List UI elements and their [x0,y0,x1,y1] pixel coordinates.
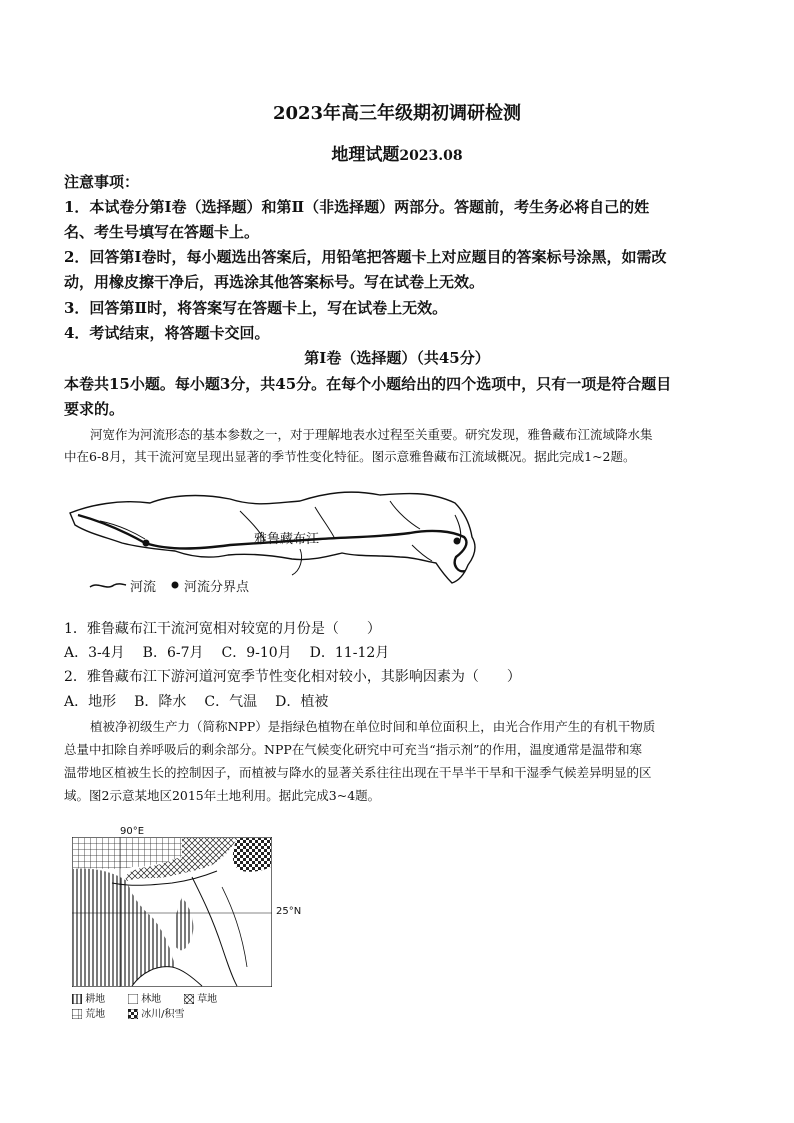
option-a: A．地形 [64,694,117,710]
passage2-line-3: 温带地区植被生长的控制因子，而植被与降水的显著关系往往出现在干旱半干旱和干湿季气候差异明显的区 [64,765,652,780]
exam-title: 2023年高三年级期初调研检测 [272,103,522,124]
note-line-4: 动，用橡皮擦干净后，再选涂其他答案标号。写在试卷上无效。 [64,273,485,291]
legend-farmland: 耕地 [85,994,106,1005]
land-use-map [72,837,272,987]
option-d: D．植被 [275,694,329,710]
note-line-3: 2．回答第Ⅰ卷时，每小题选出答案后，用铅笔把答题卡上对应题目的答案标号涂黑，如需改 [64,248,667,266]
tributary [390,501,420,529]
tributary [292,549,302,575]
subject-label: 地理试题 [331,145,400,165]
legend-forest: 林地 [141,994,162,1005]
notes-heading: 注意事项： [64,173,140,191]
passage2-line-1: 植被净初级生产力（简称NPP）是指绿色植物在单位时间和单位面积上，由光合作用产生的有机干物质 [90,719,656,734]
river-division-point [454,538,461,545]
glacier-area [233,838,271,872]
note-line-6: 4．考试结束，将答题卡交回。 [64,324,270,342]
question-1-stem: 1．雅鲁藏布江干流河宽相对较宽的月份是（ ） [64,621,381,637]
tributary [455,515,461,541]
question-2-stem: 2．雅鲁藏布江下游河道河宽季节性变化相对较小，其影响因素为（ ） [64,669,521,685]
question-2-options [64,691,346,713]
legend-river-label: 河流 [130,580,157,595]
exam-subject [0,140,794,165]
passage2-line-2: 总量中扣除自养呼吸后的剩余部分。NPP在气候变化研究中可充当“指示剂”的作用，温度通常是温带和寒 [64,742,643,757]
passage1-line-2: 中在6-8月，其干流河宽呈现出显著的季节性变化特征。图示意雅鲁藏布江流域概况。据此完成1~2题。 [64,449,636,464]
option-b: B．降水 [134,694,187,710]
passage1-line-1: 河宽作为河流形态的基本参数之一，对于理解地表水过程至关重要。研究发现，雅鲁藏布江流域降水集 [90,427,653,442]
legend-barren: 荒地 [85,1009,106,1020]
barren-swatch [72,1009,82,1019]
option-d: D．11-12月 [309,645,390,661]
river-name-label: 雅鲁藏布江 [254,532,320,547]
longitude-label: 90°E [120,826,145,837]
passage2-line-4: 域。图2示意某地区2015年土地利用。据此完成3~4题。 [64,788,381,803]
option-b: B．6-7月 [142,645,204,661]
note-line-2: 名、考生号填写在答题卡上。 [64,223,260,241]
farmland-swatch [72,994,82,1004]
note-line-5: 3．回答第Ⅱ时，将答案写在答题卡上，写在试卷上无效。 [64,299,448,317]
river-legend-icon [88,575,128,595]
option-c: C．气温 [204,694,258,710]
section-instr-2: 要求的。 [64,400,125,418]
section-instr-1: 本卷共15小题。每小题3分，共45分。在每个小题给出的四个选项中，只有一项是符合题目 [64,375,672,393]
legend-point-label: 河流分界点 [184,580,250,595]
section-heading: 第Ⅰ卷（选择题）（共45分） [304,349,490,367]
glacier-swatch [128,1009,138,1019]
option-c: C．9-10月 [221,645,292,661]
legend-grassland: 草地 [197,994,218,1005]
note-line-1: 1．本试卷分第Ⅰ卷（选择题）和第Ⅱ（非选择题）两部分。答题前，考生务必将自己的姓 [64,198,650,216]
legend-glacier: 冰川/积雪 [141,1009,185,1020]
point-legend-icon [170,580,180,590]
forest-swatch [128,994,138,1004]
option-a: A．3-4月 [64,645,125,661]
grassland-swatch [184,994,194,1004]
latitude-label: 25°N [276,906,302,917]
exam-date: 2023.08 [399,148,463,164]
question-1-options [64,642,407,664]
river-division-point [143,540,150,547]
